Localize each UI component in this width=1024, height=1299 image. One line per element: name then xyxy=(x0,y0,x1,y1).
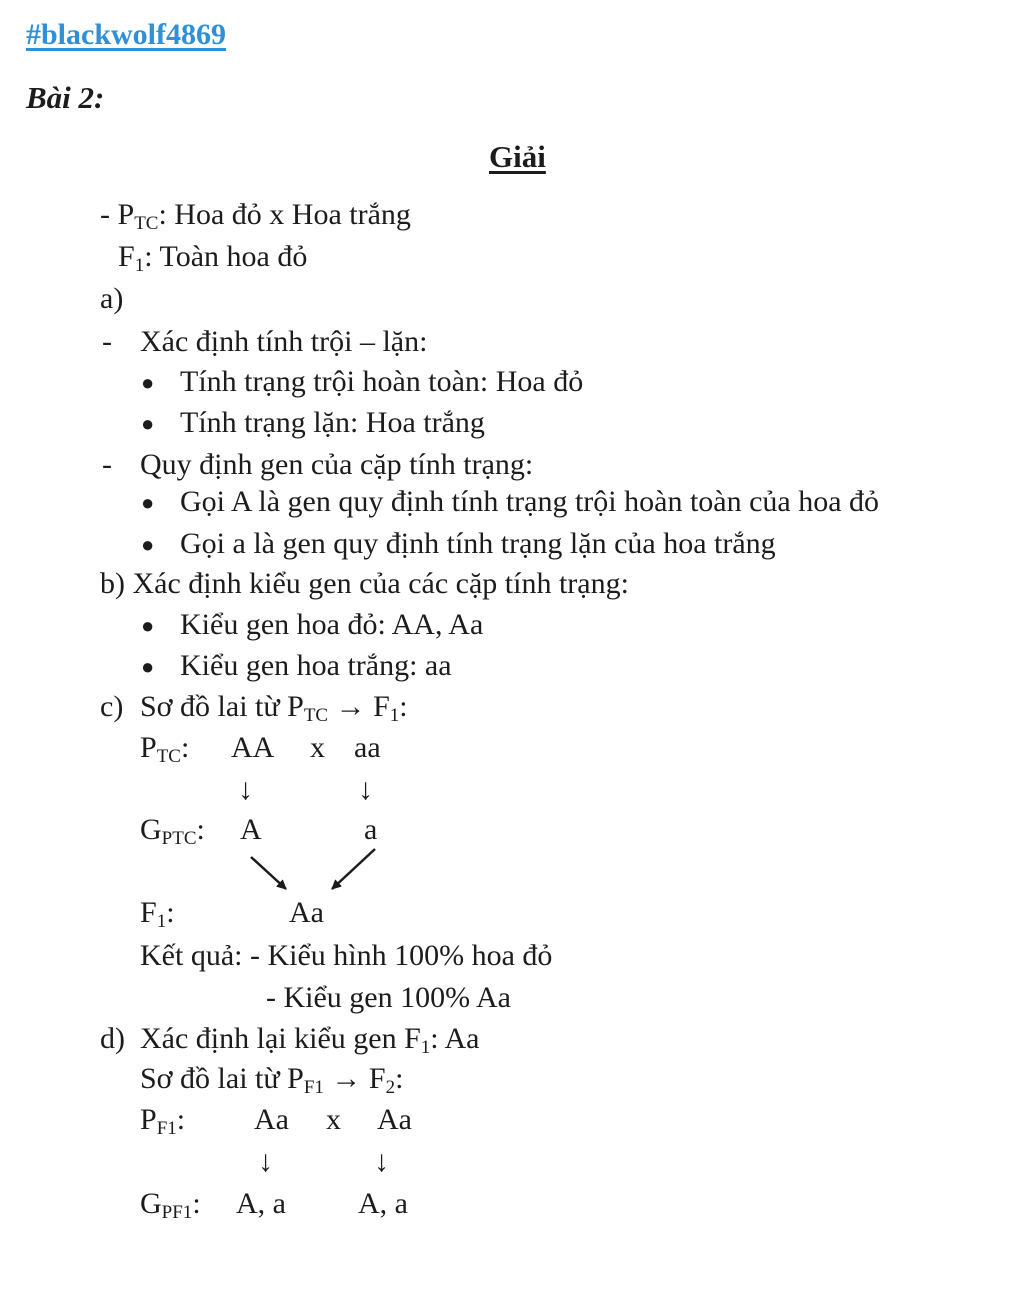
part-d-g-label: $G_{PF1}$: xyxy=(140,1187,201,1223)
dash-marker: - xyxy=(102,448,112,481)
part-c-line: Sơ đồ lai từ $P_{TC} \to F_1$: xyxy=(140,690,408,726)
part-a-bullet-gene-A: Gọi A là gen quy định tính trạng trội hoàn toàn của hoa đỏ xyxy=(180,485,880,518)
part-c-result-phenotype: Kết quả: - Kiểu hình 100% hoa đỏ xyxy=(140,939,553,972)
given-parents: - $P_{TC}$: Hoa đỏ x Hoa trắng xyxy=(100,198,411,234)
solution-title: Giải xyxy=(489,139,546,174)
part-a-item-dominance: Xác định tính trội – lặn: xyxy=(140,325,428,358)
bullet-icon: ● xyxy=(141,532,155,557)
part-b-bullet-red: Kiểu gen hoa đỏ: AA, Aa xyxy=(180,608,484,641)
dash-marker: - xyxy=(102,325,112,358)
bullet-icon: ● xyxy=(141,654,155,679)
part-c-g-left: A xyxy=(240,813,262,846)
part-a-label: a) xyxy=(100,282,124,315)
given-f1: $F_1$: Toàn hoa đỏ xyxy=(118,240,308,276)
bullet-icon: ● xyxy=(141,613,155,638)
exercise-heading: Bài 2: xyxy=(26,80,105,115)
merge-arrow-left-icon xyxy=(251,857,286,889)
part-d-label: d) xyxy=(100,1022,125,1055)
part-b-line: b) Xác định kiểu gen của các cặp tính trạng: xyxy=(100,567,629,600)
down-arrow-icon: ↓ xyxy=(358,773,373,806)
part-b-bullet-white: Kiểu gen hoa trắng: aa xyxy=(180,649,452,682)
down-arrow-icon: ↓ xyxy=(374,1145,389,1178)
bullet-icon: ● xyxy=(141,490,155,515)
part-c-p-right: aa xyxy=(354,731,381,764)
part-a-bullet-dominant: Tính trạng trội hoàn toàn: Hoa đỏ xyxy=(180,365,584,398)
part-d-g-right: A, a xyxy=(358,1187,408,1220)
part-d-p-label: $P_{F1}$: xyxy=(140,1103,186,1139)
part-c-f1-label: $F_1$: xyxy=(140,896,175,932)
part-c-f1-value: Aa xyxy=(289,896,324,929)
part-c-result-genotype: - Kiểu gen 100% Aa xyxy=(266,981,511,1014)
part-d-g-left: A, a xyxy=(236,1187,286,1220)
down-arrow-icon: ↓ xyxy=(238,773,253,806)
part-c-g-label: $G_{PTC}$: xyxy=(140,813,205,849)
part-c-p-cross: x xyxy=(310,731,325,764)
part-a-bullet-gene-a: Gọi a là gen quy định tính trạng lặn của hoa trắng xyxy=(180,527,776,560)
merge-arrow-right-icon xyxy=(332,849,375,889)
bullet-icon: ● xyxy=(141,370,155,395)
bullet-icon: ● xyxy=(141,411,155,436)
part-d-p-cross: x xyxy=(326,1103,341,1136)
down-arrow-icon: ↓ xyxy=(258,1145,273,1178)
part-d-p-left: Aa xyxy=(254,1103,289,1136)
part-c-g-right: a xyxy=(364,813,378,846)
part-a-bullet-recessive: Tính trạng lặn: Hoa trắng xyxy=(180,406,485,439)
part-c-label: c) xyxy=(100,690,124,723)
part-d-p-right: Aa xyxy=(377,1103,412,1136)
part-d-line2: Sơ đồ lai từ $P_{F1} \to F_2$: xyxy=(140,1062,404,1098)
part-d-line1: Xác định lại kiểu gen $F_1$: Aa xyxy=(140,1022,480,1058)
part-c-p-label: $P_{TC}$: xyxy=(140,731,190,767)
hashtag-link[interactable]: #blackwolf4869 xyxy=(26,18,227,51)
part-a-item-gene-rule: Quy định gen của cặp tính trạng: xyxy=(140,448,534,481)
part-c-p-left: AA xyxy=(231,731,275,764)
